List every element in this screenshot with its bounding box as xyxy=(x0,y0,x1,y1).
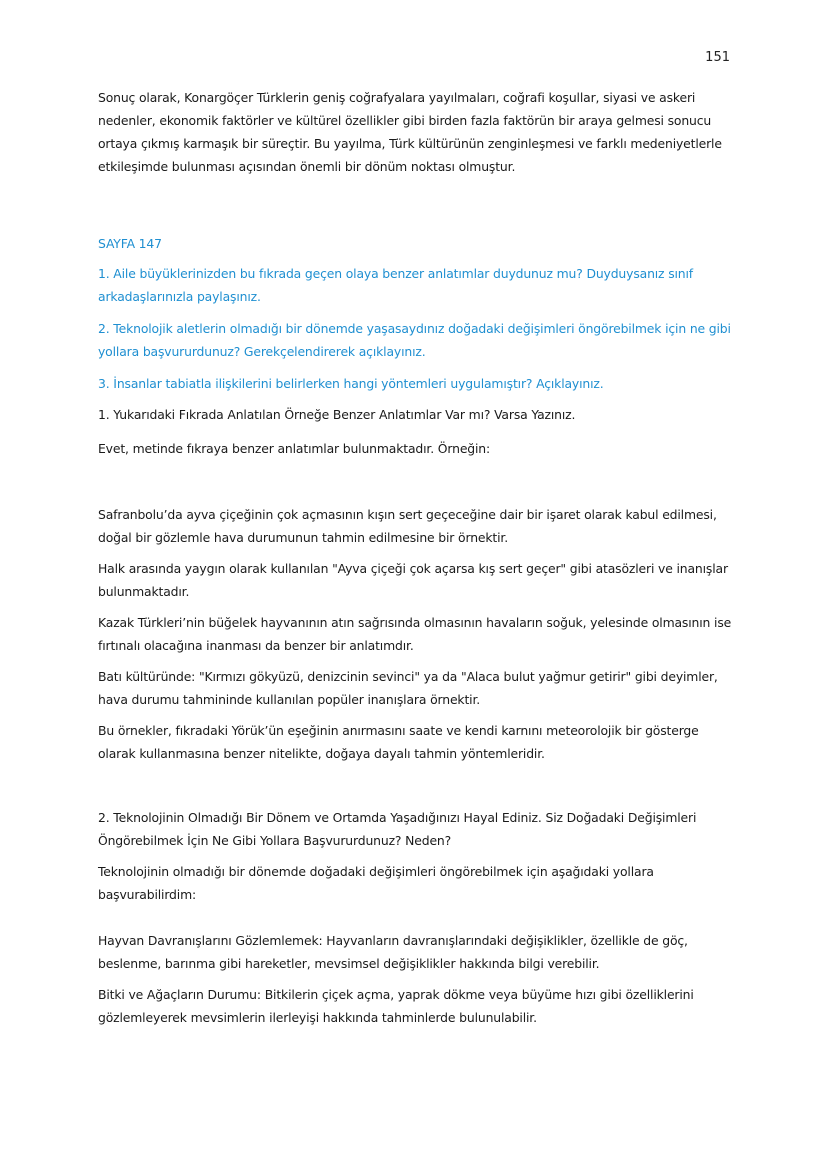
answer1-paragraph: Batı kültüründe: "Kırmızı gökyüzü, denizcinin sevinci" ya da "Alaca bulut yağmur getirir" gibi deyimler, hava durumu tahmininde kullanılan popüler inanışlara örnektir. xyxy=(98,669,718,707)
answer1-heading: 1. Yukarıdaki Fıkrada Anlatılan Örneğe Benzer Anlatımlar Var mı? Varsa Yazınız. xyxy=(98,407,576,422)
question-1: 1. Aile büyüklerinizden bu fıkrada geçen olaya benzer anlatımlar duydunuz mu? Duyduysanız sınıf arkadaşlarınızla paylaşınız. xyxy=(98,266,694,304)
answer2-paragraph: Hayvan Davranışlarını Gözlemlemek: Hayvanların davranışlarındaki değişiklikler, özellikle de göç, beslenme, barınma gibi hareketler, mevsimsel değişiklikler hakkında bilgi verebilir. xyxy=(98,933,688,971)
answer1-paragraph: Halk arasında yaygın olarak kullanılan "Ayva çiçeği çok açarsa kış sert geçer" gibi atasözleri ve inanışlar bulunmaktadır. xyxy=(98,561,728,599)
answer1-intro: Evet, metinde fıkraya benzer anlatımlar bulunmaktadır. Örneğin: xyxy=(98,441,491,456)
section-heading: SAYFA 147 xyxy=(98,236,162,251)
question-3: 3. İnsanlar tabiatla ilişkilerini belirlerken hangi yöntemleri uygulamıştır? Açıklayınız. xyxy=(98,376,604,391)
answer2-heading: 2. Teknolojinin Olmadığı Bir Dönem ve Ortamda Yaşadığınızı Hayal Ediniz. Siz Doğadaki Değişimleri Öngörebilmek İçin Ne Gibi Yollara Başvururdunuz? Neden? xyxy=(98,810,697,848)
page-number: 151 xyxy=(705,50,730,65)
answer1-paragraph: Bu örnekler, fıkradaki Yörük’ün eşeğinin anırmasını saate ve kendi karnını meteorolojik bir gösterge olarak kullanmasına benzer nitelikte, doğaya dayalı tahmin yöntemleridir. xyxy=(98,723,699,761)
answer2-paragraph: Bitki ve Ağaçların Durumu: Bitkilerin çiçek açma, yaprak dökme veya büyüme hızı gibi özelliklerini gözlemleyerek mevsimlerin ilerleyişi hakkında tahminlerde bulunulabilir. xyxy=(98,987,694,1025)
question-2: 2. Teknolojik aletlerin olmadığı bir dönemde yaşasaydınız doğadaki değişimleri öngörebilmek için ne gibi yollara başvururdunuz? Gerekçelendirerek açıklayınız. xyxy=(98,321,731,359)
answer1-paragraph: Safranbolu’da ayva çiçeğinin çok açmasının kışın sert geçeceğine dair bir işaret olarak kabul edilmesi, doğal bir gözlemle hava durumunun tahmin edilmesine bir örnektir. xyxy=(98,507,717,545)
answer1-paragraph: Kazak Türkleri’nin büğelek hayvanının atın sağrısında olmasının havaların soğuk, yelesinde olmasının ise fırtınalı olacağına inanması da benzer bir anlatımdır. xyxy=(98,615,732,653)
intro-paragraph: Sonuç olarak, Konargöçer Türklerin geniş coğrafyalara yayılmaları, coğrafi koşullar, siyasi ve askeri nedenler, ekonomik faktörler ve kültürel özellikler gibi birden fazla faktörün bir araya gelmesi sonucu ortaya çıkmış karmaşık bir süreçtir. Bu yayılma, Türk kültürünün zenginleşmesi ve farklı medeniyetlerle etkileşimde bulunması açısından önemli bir dönüm noktası olmuştur. xyxy=(98,90,722,174)
answer2-intro: Teknolojinin olmadığı bir dönemde doğadaki değişimleri öngörebilmek için aşağıdaki yollara başvurabilirdim: xyxy=(98,864,654,902)
